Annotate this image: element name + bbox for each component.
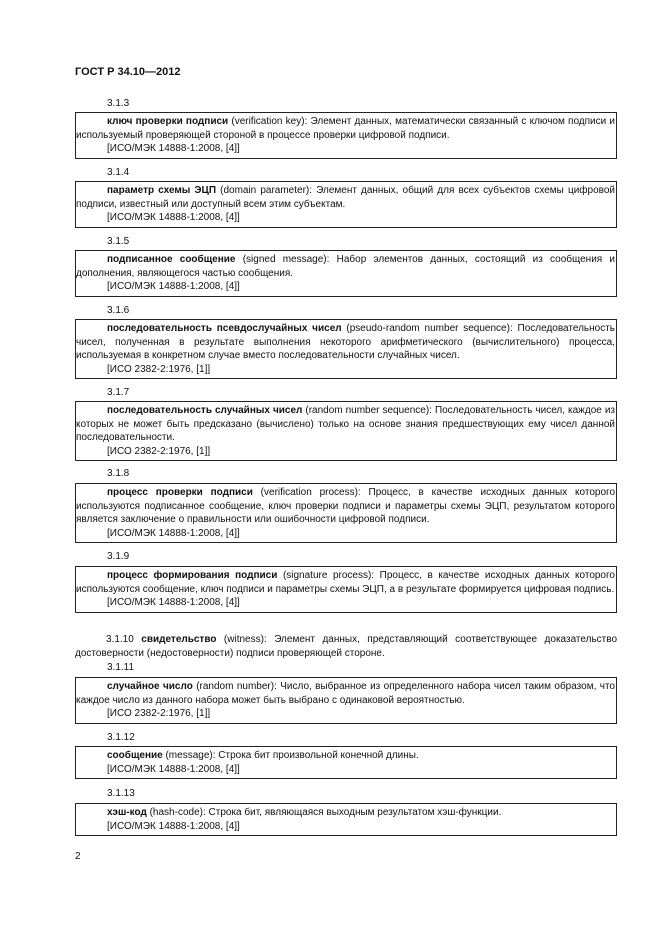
definition-box bbox=[75, 566, 617, 613]
definition-text bbox=[76, 322, 616, 363]
source-reference: [ИСО/МЭК 14888-1:2008, [4]] bbox=[107, 212, 240, 223]
definition-box bbox=[75, 112, 617, 159]
section-number: 3.1.13 bbox=[107, 788, 135, 799]
term-english: (witness): bbox=[216, 634, 275, 645]
term-english: (pseudo-random number sequence): bbox=[341, 323, 518, 334]
section-number: 3.1.5 bbox=[107, 236, 130, 247]
definition-box bbox=[75, 677, 617, 724]
definition-box bbox=[75, 250, 617, 297]
section-number: 3.1.11 bbox=[107, 662, 135, 673]
term-definition: Элемент данных, общий для всех субъектов схемы цифровой подписи, известный или доступный всем этим субъектам. bbox=[76, 185, 615, 210]
term: сообщение bbox=[107, 750, 163, 761]
term-english: (random number): bbox=[192, 681, 281, 692]
term-definition: Последовательность чисел, полученная в результате выполнения некоторого арифметического (вычислительного) процесса, используемая в конкретном случае вместо последовательности случайных чисел. bbox=[76, 323, 615, 361]
source-reference: [ИСО/МЭК 14888-1:2008, [4]] bbox=[107, 763, 240, 775]
definition-box bbox=[75, 803, 617, 836]
source-reference: [ИСО/МЭК 14888-1:2008, [4]] bbox=[107, 143, 240, 154]
term: ключ проверки подписи bbox=[107, 116, 229, 127]
source-reference: [ИСО 2382-2:1976, [1]] bbox=[107, 708, 211, 719]
source-reference: [ИСО/МЭК 14888-1:2008, [4]] bbox=[107, 820, 240, 832]
term: последовательность случайных чисел bbox=[107, 405, 303, 416]
definition-text bbox=[76, 184, 616, 211]
definition-box bbox=[75, 319, 617, 379]
definition-box bbox=[75, 746, 617, 779]
term-definition: Процесс, в качестве исходных данных которого используются подписанное сообщение, ключ проверки подписи и параметры схемы ЭЦП, результатом которого является заключение о правильности или ошибочности цифровой подписи. bbox=[76, 487, 616, 525]
term-english: (signature process): bbox=[277, 570, 380, 581]
definition-box bbox=[75, 483, 617, 543]
source-reference: [ИСО/МЭК 14888-1:2008, [4]] bbox=[107, 281, 240, 292]
witness-definition bbox=[75, 633, 617, 660]
term-english: (domain parameter): bbox=[216, 185, 317, 196]
term-definition: Элемент данных, представляющий соответствующее доказательство достоверности (недостоверности) подписи проверяющей стороне. bbox=[75, 634, 618, 659]
definition-text bbox=[76, 680, 616, 707]
term: случайное число bbox=[107, 681, 193, 692]
term-english: (signed message): bbox=[235, 254, 337, 265]
term-definition: Строка бит произвольной конечной длины. bbox=[218, 750, 419, 761]
section-number: 3.1.9 bbox=[107, 551, 130, 562]
source-reference: [ИСО 2382-2:1976, [1]] bbox=[107, 363, 211, 375]
section-number: 3.1.12 bbox=[107, 732, 135, 743]
term: процесс формирования подписи bbox=[107, 570, 278, 581]
term: процесс проверки подписи bbox=[107, 487, 253, 498]
definition-text bbox=[75, 633, 617, 660]
section-number: 3.1.7 bbox=[107, 387, 130, 398]
definition-text bbox=[76, 569, 616, 596]
term: параметр схемы ЭЦП bbox=[107, 185, 217, 196]
term-definition: Процесс, в качестве исходных данных которого используются сообщение, ключ подписи и параметры схемы ЭЦП, а в результате формируется цифровая подпись. bbox=[76, 570, 615, 595]
section-number: 3.1.4 bbox=[107, 167, 130, 178]
source-reference: [ИСО 2382-2:1976, [1]] bbox=[107, 445, 211, 457]
definition-text bbox=[76, 115, 616, 142]
definition-text bbox=[76, 749, 616, 763]
term-english: (message): bbox=[162, 750, 219, 761]
term-english: (verification process): bbox=[252, 487, 369, 498]
term-definition: Число, выбранное из определенного набора чисел таким образом, что каждое число из данного набора может быть выбрано с одинаковой вероятностью. bbox=[76, 681, 615, 706]
term: хэш-код bbox=[107, 807, 147, 818]
term-definition: Строка бит, являющаяся выходным результатом хэш-функции. bbox=[208, 807, 502, 818]
source-reference: [ИСО/МЭК 14888-1:2008, [4]] bbox=[107, 597, 240, 608]
term-english: (hash-code): bbox=[146, 807, 209, 818]
term-english: (random number sequence): bbox=[302, 405, 435, 416]
term: подписанное сообщение bbox=[107, 254, 236, 265]
definition-text bbox=[76, 404, 616, 445]
term-definition: Набор элементов данных, состоящий из сообщения и дополнения, являющегося частью сообщения. bbox=[76, 254, 615, 279]
term-definition: Элемент данных, математически связанный с ключом подписи и используемый проверяющей стороной в процессе проверки цифровой подписи. bbox=[76, 116, 615, 141]
definition-box bbox=[75, 401, 617, 461]
document-header: ГОСТ Р 34.10—2012 bbox=[75, 66, 181, 78]
term: свидетельство bbox=[141, 634, 217, 645]
term: последовательность псевдослучайных чисел bbox=[107, 323, 342, 334]
section-number: 3.1.10 bbox=[106, 634, 134, 645]
definition-text bbox=[76, 806, 616, 820]
definition-box bbox=[75, 181, 617, 228]
term-english: (verification key): bbox=[228, 116, 311, 127]
term-definition: Последовательность чисел, каждое из которых не может быть предсказано (вычислено) только на основе знания предшествующих ему чисел данной последовательности. bbox=[76, 405, 615, 443]
source-reference: [ИСО/МЭК 14888-1:2008, [4]] bbox=[107, 527, 240, 539]
definition-text bbox=[76, 253, 616, 280]
section-number: 3.1.8 bbox=[107, 468, 130, 479]
definition-text bbox=[76, 486, 616, 527]
page-number: 2 bbox=[75, 851, 81, 862]
section-number: 3.1.3 bbox=[107, 98, 130, 109]
section-number: 3.1.6 bbox=[107, 305, 130, 316]
